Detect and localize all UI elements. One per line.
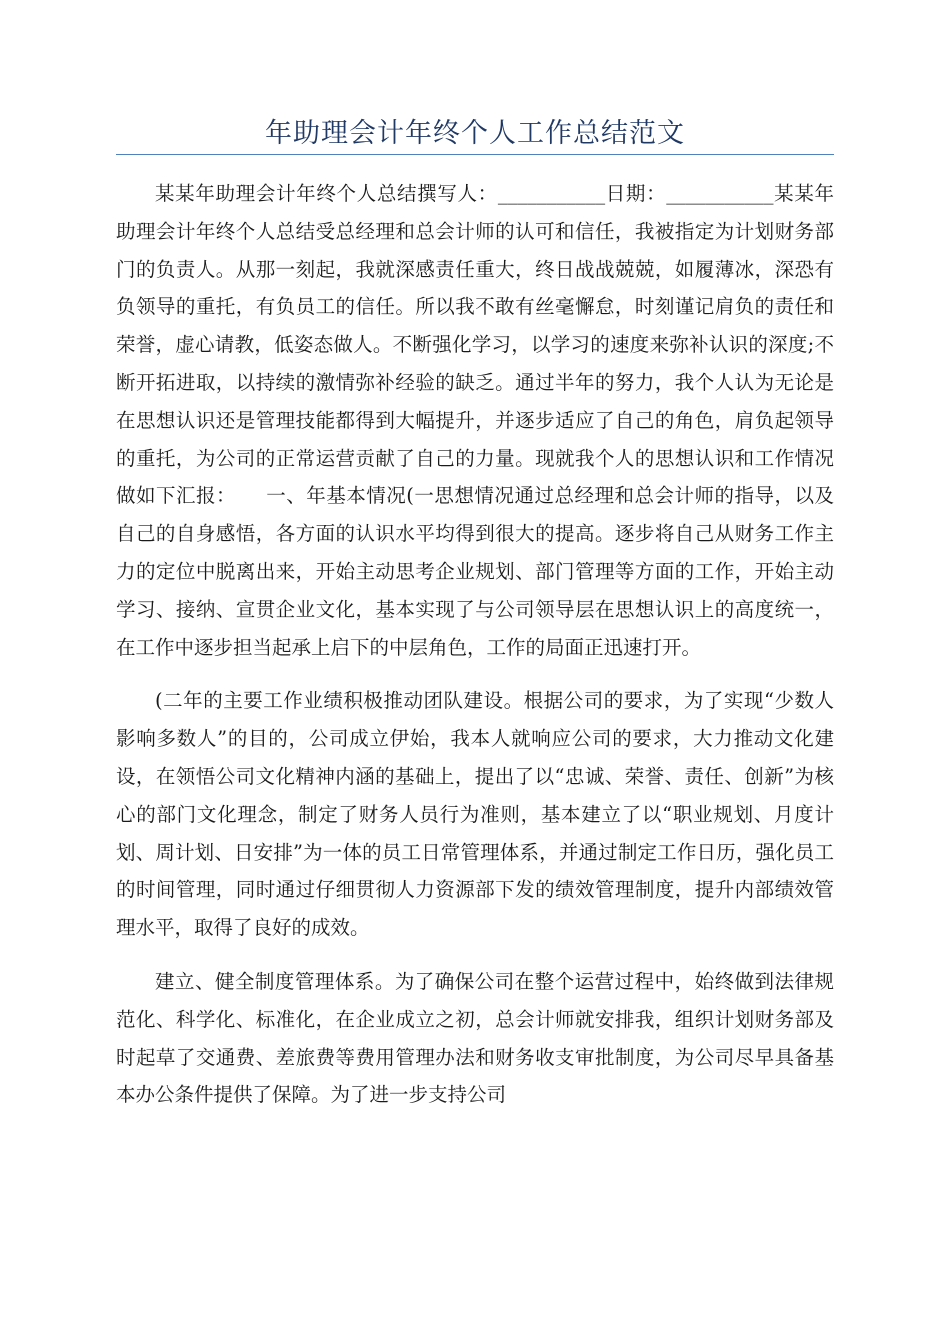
paragraph-2: (二年的主要工作业绩积极推动团队建设。根据公司的要求，为了实现“少数人影响多数人”的目的，公司成立伊始，我本人就响应公司的要求，大力推动文化建设，在领悟公司文化精神内涵的基础上，提出了以“忠诚、荣誉、责任、创新”为核心的部门文化理念，制定了财务人员行为准则，基本建立了以“职业规划、月度计划、周计划、日安排”为一体的员工日常管理体系，并通过制定工作日历，强化员工的时间管理，同时通过仔细贯彻人力资源部下发的绩效管理制度，提升内部绩效管理水平，取得了良好的成效。: [116, 689, 834, 940]
paragraph-1: 某某年助理会计年终个人总结撰写人：___________日期：___________某某年助理会计年终个人总结受总经理和总会计师的认可和信任，我被指定为计划财务部门的负责人。从那一刻起，我就深感责任重大，终日战战兢兢，如履薄冰，深恐有负领导的重托，有负员工的信任。所以我不敢有丝毫懈怠，时刻谨记肩负的责任和荣誉，虚心请教，低姿态做人。不断强化学习，以学习的速度来弥补认识的深度;不断开拓进取，以持续的激情弥补经验的缺乏。通过半年的努力，我个人认为无论是在思想认识还是管理技能都得到大幅提升，并逐步适应了自己的角色，肩负起领导的重托，为公司的正常运营贡献了自己的力量。现就我个人的思想认识和工作情况做如下汇报： 一、年基本情况(一思想情况通过总经理和总会计师的指导，以及自己的自身感悟，各方面的认识水平均得到很大的提高。逐步将自己从财务工作主力的定位中脱离出来，开始主动思考企业规划、部门管理等方面的工作，开始主动学习、接纳、宣贯企业文化，基本实现了与公司领导层在思想认识上的高度统一，在工作中逐步担当起承上启下的中层角色，工作的局面正迅速打开。: [116, 182, 834, 659]
document-title: 年助理会计年终个人工作总结范文: [265, 118, 685, 149]
paragraph-3: 建立、健全制度管理体系。为了确保公司在整个运营过程中，始终做到法律规范化、科学化、标准化，在企业成立之初，总会计师就安排我，组织计划财务部及时起草了交通费、差旅费等费用管理办法和财务收支审批制度，为公司尽早具备基本办公条件提供了保障。为了进一步支持公司: [116, 969, 834, 1107]
title-underline: [116, 154, 834, 155]
document-body: [116, 175, 834, 1130]
